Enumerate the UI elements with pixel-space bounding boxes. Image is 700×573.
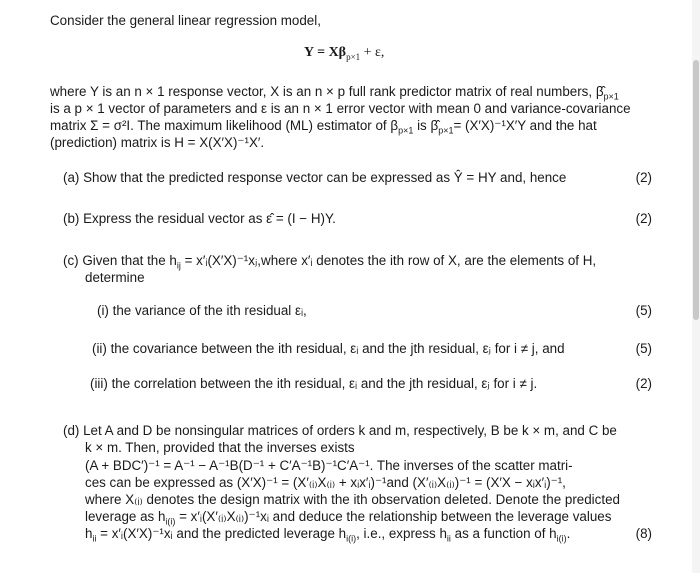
q-d-l7-sub4: i(i) — [556, 533, 567, 544]
question-a-text: (a) Show that the predicted response vector can be expressed as Ŷ = HY and, hence — [63, 170, 567, 185]
model-eq-sub: p×1 — [346, 51, 361, 62]
para1-line3-sub: p×1 — [398, 125, 414, 136]
question-d-line2: k × m. Then, provided that the inverses exists — [85, 440, 355, 455]
question-d-line6 — [85, 508, 611, 525]
question-c-line1-tail: = x′ᵢ(X′X)⁻¹xⱼ,where x′ᵢ denotes the ith row of X, are the elements of H, — [180, 253, 597, 268]
q-d-l7-d: as a function of h — [450, 526, 557, 541]
model-equation — [304, 44, 384, 61]
q-d-l7-b: = x′ᵢ(X′X)⁻¹xᵢ and the predicted leverage h — [96, 526, 347, 541]
question-a-marks: (2) — [635, 170, 652, 185]
scrollbar-thumb[interactable] — [693, 60, 699, 320]
q-d-l7-a: h — [85, 526, 93, 541]
para1-line3-mid: is β̂ — [413, 118, 439, 133]
para1-line3-text: matrix Σ = σ²I. The maximum likelihood (ML) estimator of β — [50, 118, 399, 133]
para1-line2: is a p × 1 vector of parameters and ε is an n × 1 error vector with mean 0 and variance-covariance — [50, 101, 631, 116]
question-d-line6-text: leverage as h — [85, 509, 166, 524]
question-d-line1: (d) Let A and D be nonsingular matrices of orders k and m, respectively, B be k × m, and C be — [63, 423, 617, 438]
question-c-line1 — [63, 252, 596, 269]
model-eq-tail: + ε, — [360, 45, 385, 60]
question-c-line1-text: (c) Given that the h — [63, 253, 177, 268]
question-d-line4: ces can be expressed as (X′X)⁻¹ = (X′₍ᵢ₎X₍ᵢ₎ + xᵢx′ᵢ)⁻¹and (X′₍ᵢ₎X₍ᵢ₎)⁻¹ = (X′X − xᵢx′ᵢ)⁻¹, — [85, 475, 566, 490]
question-d-line7 — [85, 525, 570, 542]
q-d-l7-end: . — [566, 526, 571, 541]
para1-line3 — [50, 117, 597, 134]
question-d-line6-sub: i(i) — [165, 516, 176, 527]
para1-line3-sub2: p×1 — [438, 125, 454, 136]
question-c-line1-sub: ij — [176, 260, 181, 271]
model-eq-main: Y = Xβ — [304, 45, 347, 60]
q-d-l7-sub: ii — [92, 533, 97, 544]
question-c-iii-text: (iii) the correlation between the ith residual, εᵢ and the jth residual, εⱼ for i ≠ j. — [90, 376, 538, 391]
para1-line3-tail: = (X′X)⁻¹X′Y and the hat — [453, 118, 597, 133]
question-d-line6-tail: = x′ᵢ(X′₍ᵢ₎X₍ᵢ₎)⁻¹xᵢ and deduce the relationship between the leverage values — [175, 509, 612, 524]
question-c-ii-text: (ii) the covariance between the ith residual, εᵢ and the jth residual, εⱼ for i ≠ j, and — [92, 341, 565, 356]
question-b-marks: (2) — [635, 211, 652, 226]
question-c-i-text: (i) the variance of the ith residual εᵢ, — [97, 303, 307, 318]
question-b-text: (b) Express the residual vector as ε̂ = (I − H)Y. — [63, 211, 336, 226]
question-c-iii-marks: (2) — [635, 376, 652, 391]
question-d-marks: (8) — [635, 526, 652, 541]
question-c-ii-marks: (5) — [635, 341, 652, 356]
question-c-i-marks: (5) — [635, 303, 652, 318]
para1-line1-text: where Y is an n × 1 response vector, X is an n × p full rank predictor matrix of real numbers, β̂ — [50, 84, 604, 99]
scrollbar-track[interactable] — [692, 0, 700, 573]
para1-line1-sub: p×1 — [603, 91, 619, 102]
question-d-line5: where X₍ᵢ₎ denotes the design matrix with the ith observation deleted. Denote the predicted — [85, 492, 620, 507]
intro-text: Consider the general linear regression model, — [50, 13, 321, 28]
q-d-l7-c: , i.e., express h — [356, 526, 447, 541]
para1-line1 — [50, 83, 619, 100]
para1-line4: (prediction) matrix is H = X(X′X)⁻¹X′. — [50, 135, 265, 150]
q-d-l7-sub2: i(i) — [346, 533, 357, 544]
question-c-line2: determine — [85, 270, 145, 285]
question-d-line3: (A + BDC′)⁻¹ = A⁻¹ − A⁻¹B(D⁻¹ + C′A⁻¹B)⁻¹C′A⁻¹. The inverses of the scatter matri- — [85, 458, 573, 473]
q-d-l7-sub3: ii — [446, 533, 451, 544]
